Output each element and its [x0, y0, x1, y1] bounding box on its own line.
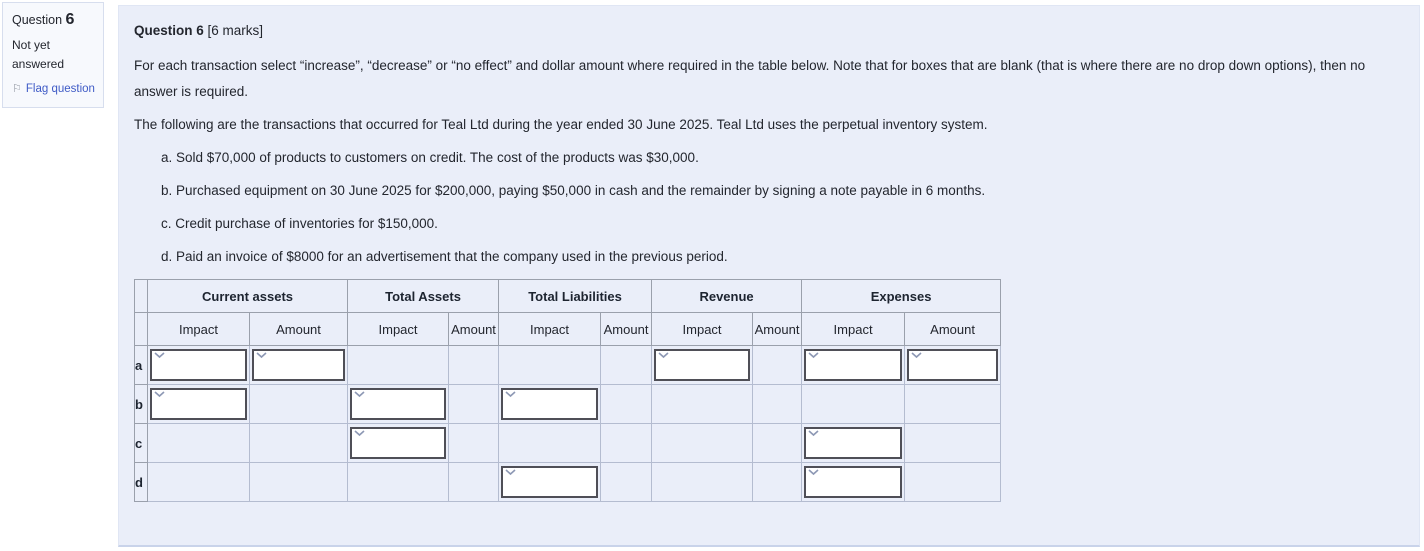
answer-cell — [652, 463, 753, 502]
answer-cell — [905, 346, 1001, 385]
chevron-down-icon — [505, 469, 516, 476]
transaction-item: d. Paid an invoice of $8000 for an advertisement that the company used in the previous period. — [161, 249, 728, 264]
sub-header-amount: Amount — [601, 313, 652, 346]
answer-cell — [753, 424, 802, 463]
question-marks: [6 marks] — [207, 23, 264, 38]
group-header: Current assets — [148, 280, 348, 313]
answer-cell — [499, 385, 601, 424]
answer-cell — [652, 385, 753, 424]
sub-header-impact: Impact — [652, 313, 753, 346]
answer-cell — [753, 346, 802, 385]
chevron-down-icon — [354, 391, 365, 398]
answer-cell — [449, 346, 499, 385]
answer-cell — [652, 346, 753, 385]
answer-cell — [753, 385, 802, 424]
amount-select[interactable] — [907, 349, 998, 381]
answer-cell — [905, 424, 1001, 463]
flag-question-label: Flag question — [25, 83, 95, 96]
answer-cell — [148, 346, 250, 385]
answer-cell — [148, 463, 250, 502]
sub-header-impact: Impact — [499, 313, 601, 346]
row-label: c — [135, 424, 148, 463]
sub-header-amount: Amount — [753, 313, 802, 346]
table-row — [135, 385, 1001, 424]
transaction-item: c. Credit purchase of inventories for $150,000. — [161, 216, 438, 231]
table-row — [135, 463, 1001, 502]
answer-cell — [348, 385, 449, 424]
sub-header-impact: Impact — [348, 313, 449, 346]
chevron-down-icon — [808, 469, 819, 476]
answer-table — [134, 279, 1001, 502]
answer-cell — [250, 346, 348, 385]
chevron-down-icon — [505, 391, 516, 398]
sub-header-impact: Impact — [148, 313, 250, 346]
answer-cell — [148, 424, 250, 463]
answer-cell — [905, 463, 1001, 502]
transaction-list — [134, 145, 1404, 270]
transaction-item: a. Sold $70,000 of products to customers on credit. The cost of the products was $30,000. — [161, 150, 699, 165]
answer-cell — [802, 346, 905, 385]
row-label: b — [135, 385, 148, 424]
row-label: a — [135, 346, 148, 385]
question-title — [134, 21, 1404, 41]
group-header: Expenses — [802, 280, 1001, 313]
impact-select[interactable] — [501, 388, 598, 420]
chevron-down-icon — [808, 352, 819, 359]
chevron-down-icon — [808, 430, 819, 437]
answer-cell — [802, 385, 905, 424]
answer-cell — [348, 463, 449, 502]
impact-select[interactable] — [654, 349, 750, 381]
question-number — [12, 11, 97, 29]
question-number-label: Question — [12, 13, 63, 27]
answer-cell — [601, 463, 652, 502]
flag-icon: ⚐ — [12, 83, 22, 96]
impact-select[interactable] — [350, 427, 446, 459]
corner-cell — [135, 313, 148, 346]
flag-question-link[interactable] — [12, 82, 97, 95]
answer-cell — [601, 424, 652, 463]
impact-select[interactable] — [501, 466, 598, 498]
group-header: Total Liabilities — [499, 280, 652, 313]
answer-cell — [499, 424, 601, 463]
table-row — [135, 346, 1001, 385]
question-status: Not yet answered — [12, 38, 65, 71]
impact-select[interactable] — [804, 427, 902, 459]
corner-cell — [135, 280, 148, 313]
sub-header-amount: Amount — [449, 313, 499, 346]
answer-cell — [802, 463, 905, 502]
group-header: Total Assets — [348, 280, 499, 313]
answer-cell — [348, 346, 449, 385]
chevron-down-icon — [911, 352, 922, 359]
answer-cell — [499, 463, 601, 502]
impact-select[interactable] — [150, 349, 247, 381]
answer-cell — [449, 463, 499, 502]
answer-cell — [601, 385, 652, 424]
chevron-down-icon — [354, 430, 365, 437]
impact-select[interactable] — [150, 388, 247, 420]
chevron-down-icon — [154, 352, 165, 359]
answer-cell — [601, 346, 652, 385]
question-panel — [118, 5, 1420, 547]
impact-select[interactable] — [350, 388, 446, 420]
chevron-down-icon — [154, 391, 165, 398]
question-info-panel — [2, 2, 104, 108]
table-row — [135, 424, 1001, 463]
question-number-value: 6 — [65, 11, 75, 28]
sub-header-amount: Amount — [250, 313, 348, 346]
answer-cell — [348, 424, 449, 463]
answer-cell — [449, 385, 499, 424]
question-context: The following are the transactions that occurred for Teal Ltd during the year ended 30 June 2025. Teal Ltd uses the perpetual inventory system. — [134, 117, 988, 132]
sub-header-amount: Amount — [905, 313, 1001, 346]
question-intro: For each transaction select “increase”, “decrease” or “no effect” and dollar amount where required in the table below. Note that for boxes that are blank (that is where there are no drop down options), then no answer is required. — [134, 58, 1366, 99]
chevron-down-icon — [658, 352, 669, 359]
amount-select[interactable] — [252, 349, 345, 381]
answer-cell — [652, 424, 753, 463]
chevron-down-icon — [256, 352, 267, 359]
answer-cell — [753, 463, 802, 502]
answer-cell — [250, 424, 348, 463]
answer-cell — [802, 424, 905, 463]
transaction-item: b. Purchased equipment on 30 June 2025 for $200,000, paying $50,000 in cash and the remainder by signing a note payable in 6 months. — [161, 183, 986, 198]
group-header: Revenue — [652, 280, 802, 313]
answer-cell — [449, 424, 499, 463]
impact-select[interactable] — [804, 349, 902, 381]
question-title-text: Question 6 — [134, 23, 204, 38]
answer-cell — [250, 463, 348, 502]
answer-cell — [905, 385, 1001, 424]
sub-header-impact: Impact — [802, 313, 905, 346]
answer-cell — [250, 385, 348, 424]
impact-select[interactable] — [804, 466, 902, 498]
answer-cell — [499, 346, 601, 385]
row-label: d — [135, 463, 148, 502]
answer-cell — [148, 385, 250, 424]
